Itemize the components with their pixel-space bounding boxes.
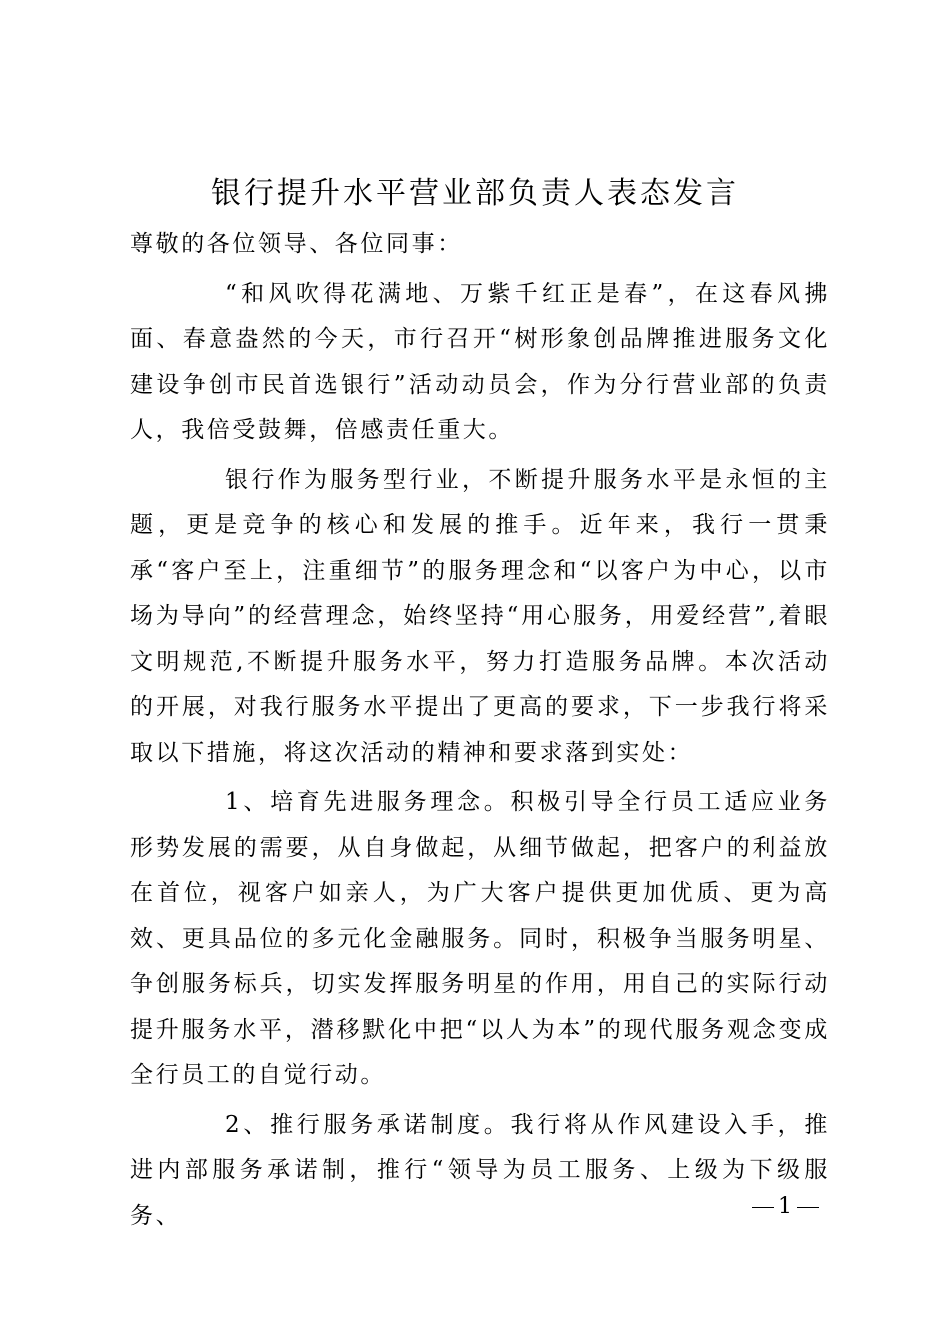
page-number-footer <box>748 1192 823 1222</box>
document-body <box>130 222 830 1239</box>
footer-dash-right <box>797 1207 819 1208</box>
paragraph-measure-2: 2、推行服务承诺制度。我行将从作风建设入手，推进内部服务承诺制，推行“领导为员工服务、上级为下级服务、 <box>130 1111 830 1229</box>
page-number: 1 <box>778 1194 793 1219</box>
paragraph-opening: “和风吹得花满地、万紫千红正是春”，在这春风拂面、春意盎然的今天，市行召开“树形象创品牌推进服务文化建设争创市民首选银行”活动动员会，作为分行营业部的负责人，我倍受鼓舞，倍感责任重大。 <box>130 280 830 443</box>
document-title: 银行提升水平营业部负责人表态发言 <box>211 176 739 211</box>
salutation: 尊敬的各位领导、各位同事： <box>130 231 463 257</box>
paragraph-service-philosophy: 银行作为服务型行业，不断提升服务水平是永恒的主题，更是竞争的核心和发展的推手。近年来，我行一贯秉承“客户至上，注重细节”的服务理念和“以客户为中心，以市场为导向”的经营理念，始终坚持“用心服务，用爱经营”,着眼文明规范,不断提升服务水平，努力打造服务品牌。本次活动的开展，对我行服务水平提出了更高的要求，下一步我行将采取以下措施，将这次活动的精神和要求落到实处： <box>130 466 830 766</box>
footer-dash-left <box>752 1207 774 1208</box>
paragraph-measure-1: 1、培育先进服务理念。积极引导全行员工适应业务形势发展的需要，从自身做起，从细节做起，把客户的利益放在首位，视客户如亲人，为广大客户提供更加优质、更为高效、更具品位的多元化金融服务。同时，积极争当服务明星、争创服务标兵，切实发挥服务明星的作用，用自己的实际行动提升服务水平，潜移默化中把“以人为本”的现代服务观念变成全行员工的自觉行动。 <box>130 789 830 1088</box>
